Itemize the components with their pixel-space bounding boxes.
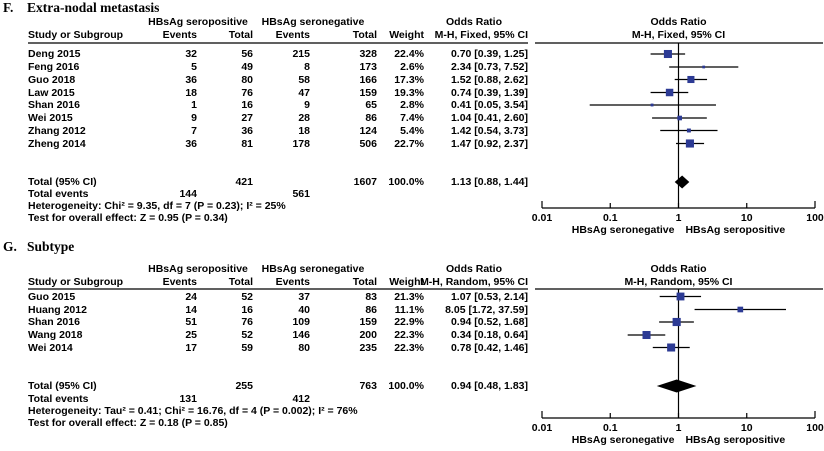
events2-cell: 146 — [292, 329, 310, 341]
col-header-study: Study or Subgroup — [28, 29, 124, 41]
col-header-events1: Events — [162, 276, 197, 288]
col-header-effect: Odds Ratio — [445, 263, 502, 275]
events1-cell: 7 — [191, 124, 197, 137]
total2-cell: 235 — [359, 341, 377, 354]
axis-caption — [519, 224, 824, 236]
events2-cell: 18 — [298, 124, 310, 137]
overall-effect-text: Test for overall effect: Z = 0.18 (P = 0.85) — [28, 416, 228, 429]
or-ci-cell: 0.78 [0.42, 1.46] — [450, 341, 528, 354]
events2-cell: 40 — [298, 303, 310, 316]
total2-cell: 173 — [359, 61, 377, 73]
axis-caption — [519, 434, 824, 446]
total1-cell: 16 — [241, 99, 253, 111]
events1-cell: 25 — [185, 329, 197, 341]
group2-header: HBsAg seronegative — [261, 16, 365, 28]
study-name: Feng 2016 — [28, 61, 80, 73]
overall-effect-text: Test for overall effect: Z = 0.95 (P = 0.34) — [28, 212, 228, 224]
study-name: Zheng 2014 — [28, 137, 86, 150]
or-ci-cell: 0.41 [0.05, 3.54] — [450, 99, 528, 111]
panel-letter: F. — [3, 0, 14, 15]
weight-cell: 7.4% — [400, 112, 424, 124]
axis-tick-label: 100 — [806, 212, 824, 224]
total2-cell: 159 — [359, 86, 377, 99]
events2-cell: 9 — [304, 99, 310, 111]
col-header-method: M-H, Random, 95% CI — [420, 276, 528, 288]
summary-diamond — [657, 380, 697, 393]
events2-cell: 47 — [298, 86, 310, 99]
weight-cell: 22.4% — [394, 48, 424, 60]
total2-cell: 65 — [365, 99, 377, 111]
total-or-ci: 0.94 [0.48, 1.83] — [450, 380, 528, 392]
panel-title: Subtype — [27, 239, 75, 254]
weight-cell: 19.3% — [394, 86, 424, 99]
or-ci-cell: 1.47 [0.92, 2.37] — [450, 137, 528, 150]
weight-cell: 22.9% — [394, 316, 424, 328]
total1-cell: 27 — [241, 112, 253, 124]
col-header-total2: Total — [352, 276, 377, 288]
col-header-total1: Total — [228, 276, 253, 288]
total2-cell: 200 — [359, 329, 377, 341]
study-name: Wei 2014 — [28, 341, 73, 354]
study-name: Shan 2016 — [28, 99, 80, 111]
total1-cell: 49 — [241, 61, 253, 73]
events2-cell: 58 — [298, 73, 310, 86]
study-name: Wang 2018 — [28, 329, 83, 341]
col-header-events2: Events — [275, 29, 310, 41]
total-total1: 421 — [235, 176, 253, 188]
or-ci-cell: 0.74 [0.39, 1.39] — [450, 86, 528, 99]
or-square — [687, 76, 694, 83]
forest-panel-g — [0, 238, 824, 451]
weight-cell: 22.3% — [394, 341, 424, 354]
summary-diamond — [675, 176, 690, 189]
total1-cell: 56 — [241, 48, 253, 60]
total1-cell: 52 — [241, 329, 253, 341]
total1-cell: 80 — [241, 73, 253, 86]
events2-cell: 109 — [292, 316, 310, 328]
or-square — [687, 129, 691, 133]
events1-cell: 17 — [185, 341, 197, 354]
study-name: Wei 2015 — [28, 112, 73, 124]
axis-tick-label: 1 — [675, 212, 682, 224]
total-label: Total (95% CI) — [28, 380, 97, 392]
group2-header: HBsAg seronegative — [261, 263, 365, 275]
total2-cell: 166 — [359, 73, 377, 86]
total1-cell: 59 — [241, 341, 253, 354]
study-name: Deng 2015 — [28, 48, 81, 60]
total1-cell: 81 — [241, 137, 253, 150]
or-ci-cell: 1.42 [0.54, 3.73] — [450, 124, 528, 137]
col-header-study: Study or Subgroup — [28, 276, 124, 288]
axis-tick-label: 10 — [740, 212, 753, 224]
events2-cell: 28 — [298, 112, 310, 124]
study-name: Shan 2016 — [28, 316, 80, 328]
total2-cell: 86 — [365, 303, 377, 316]
events2-cell: 37 — [298, 290, 310, 303]
or-square — [702, 66, 705, 69]
heterogeneity-text: Heterogeneity: Tau² = 0.41; Chi² = 16.76, df = 4 (P = 0.002); I² = 76% — [28, 404, 358, 417]
or-square — [643, 331, 651, 339]
axis-tick-label: 0.1 — [602, 212, 618, 224]
axis-tick-label: 0.01 — [531, 421, 553, 434]
axis-tick-label: 100 — [806, 421, 824, 434]
weight-cell: 22.7% — [394, 137, 424, 150]
events1-cell: 5 — [191, 61, 197, 73]
events2-cell: 80 — [298, 341, 310, 354]
events1-cell: 18 — [185, 86, 197, 99]
total-events-label: Total events — [28, 392, 89, 405]
total1-cell: 36 — [241, 124, 253, 137]
or-ci-cell: 1.52 [0.88, 2.62] — [450, 73, 528, 86]
or-square — [673, 318, 681, 326]
total-events1: 144 — [179, 188, 197, 200]
or-ci-cell: 0.34 [0.18, 0.64] — [450, 329, 528, 341]
weight-cell: 5.4% — [400, 124, 424, 137]
or-square — [677, 293, 685, 301]
total-events2: 561 — [292, 188, 310, 200]
plot-header-method: M-H, Fixed, 95% CI — [631, 29, 726, 41]
axis-caption-right: HBsAg seropositive — [685, 433, 786, 446]
total-events1: 131 — [179, 392, 197, 405]
or-square — [677, 116, 682, 121]
total-weight: 100.0% — [388, 380, 424, 392]
weight-cell: 21.3% — [394, 290, 424, 303]
events2-cell: 8 — [304, 61, 310, 73]
events1-cell: 9 — [191, 112, 197, 124]
col-header-total2: Total — [352, 29, 377, 41]
plot-header-effect: Odds Ratio — [650, 263, 707, 275]
events2-cell: 178 — [292, 137, 310, 150]
col-header-method: M-H, Fixed, 95% CI — [434, 29, 528, 41]
or-ci-cell: 1.04 [0.41, 2.60] — [450, 112, 528, 124]
events1-cell: 36 — [185, 73, 197, 86]
or-square — [666, 89, 673, 96]
col-header-total1: Total — [228, 29, 253, 41]
total-total2: 1607 — [353, 176, 377, 188]
total2-cell: 159 — [359, 316, 377, 328]
events2-cell: 215 — [292, 48, 310, 60]
axis-tick-label: 0.1 — [602, 421, 618, 434]
study-name: Guo 2015 — [28, 290, 76, 303]
total-or-ci: 1.13 [0.88, 1.44] — [450, 176, 528, 188]
or-square — [686, 139, 694, 147]
total2-cell: 83 — [365, 290, 377, 303]
panel-title: Extra-nodal metastasis — [27, 0, 160, 15]
events1-cell: 1 — [191, 99, 197, 111]
total-total2: 763 — [359, 380, 377, 392]
total2-cell: 328 — [359, 48, 377, 60]
study-name: Zhang 2012 — [28, 124, 86, 137]
total1-cell: 76 — [241, 316, 253, 328]
axis-caption-left: HBsAg seronegative — [571, 224, 675, 236]
total-events-label: Total events — [28, 188, 89, 200]
axis-caption-right: HBsAg seropositive — [685, 224, 786, 236]
or-ci-cell: 1.07 [0.53, 2.14] — [450, 290, 528, 303]
group1-header: HBsAg seropositive — [148, 16, 248, 28]
group1-header: HBsAg seropositive — [148, 263, 248, 275]
events1-cell: 51 — [185, 316, 197, 328]
col-header-effect: Odds Ratio — [445, 16, 502, 28]
total-weight: 100.0% — [388, 176, 424, 188]
or-ci-cell: 8.05 [1.72, 37.59] — [445, 303, 528, 316]
panel-letter: G. — [3, 239, 17, 254]
or-square — [651, 104, 654, 107]
study-name: Law 2015 — [28, 86, 75, 99]
or-ci-cell: 0.94 [0.52, 1.68] — [450, 316, 528, 328]
weight-cell: 2.8% — [400, 99, 424, 111]
col-header-events1: Events — [162, 29, 197, 41]
total-label: Total (95% CI) — [28, 176, 97, 188]
or-ci-cell: 2.34 [0.73, 7.52] — [450, 61, 528, 73]
total2-cell: 506 — [359, 137, 377, 150]
col-header-events2: Events — [275, 276, 310, 288]
weight-cell: 2.6% — [400, 61, 424, 73]
weight-cell: 11.1% — [394, 303, 424, 316]
total1-cell: 52 — [241, 290, 253, 303]
plot-header-method: M-H, Random, 95% CI — [624, 276, 733, 288]
events1-cell: 14 — [185, 303, 197, 316]
study-name: Huang 2012 — [28, 303, 87, 316]
axis-tick-label: 0.01 — [531, 212, 553, 224]
events1-cell: 32 — [185, 48, 197, 60]
total1-cell: 16 — [241, 303, 253, 316]
axis-tick-label: 1 — [675, 421, 682, 434]
axis-caption-left: HBsAg seronegative — [571, 433, 675, 446]
col-header-weight: Weight — [389, 276, 424, 288]
events1-cell: 24 — [185, 290, 197, 303]
total2-cell: 124 — [359, 124, 377, 137]
total-total1: 255 — [235, 380, 253, 392]
axis-tick-label: 10 — [740, 421, 753, 434]
weight-cell: 22.3% — [394, 329, 424, 341]
or-square — [737, 307, 743, 313]
total2-cell: 86 — [365, 112, 377, 124]
weight-cell: 17.3% — [394, 73, 424, 86]
events1-cell: 36 — [185, 137, 197, 150]
total1-cell: 76 — [241, 86, 253, 99]
or-ci-cell: 0.70 [0.39, 1.25] — [450, 48, 528, 60]
heterogeneity-text: Heterogeneity: Chi² = 9.35, df = 7 (P = 0.23); I² = 25% — [28, 200, 286, 212]
or-square — [667, 343, 675, 351]
total-events2: 412 — [292, 392, 310, 405]
or-square — [664, 50, 672, 58]
col-header-weight: Weight — [389, 29, 424, 41]
study-name: Guo 2018 — [28, 73, 76, 86]
plot-header-effect: Odds Ratio — [650, 16, 707, 28]
